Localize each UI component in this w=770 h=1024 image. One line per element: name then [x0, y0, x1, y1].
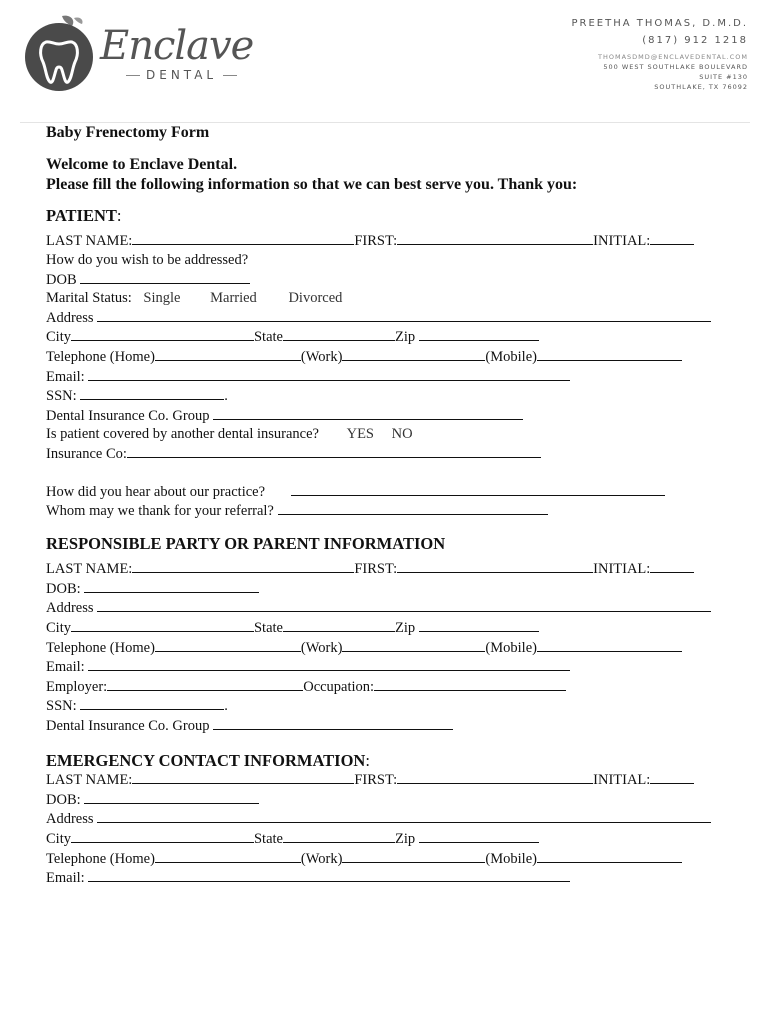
email-row [46, 367, 726, 387]
rp-zip-field[interactable] [419, 618, 539, 632]
ec-initial-label: INITIAL: [593, 772, 651, 789]
rp-address-label: Address [46, 600, 94, 617]
ec-city-field[interactable] [71, 829, 254, 843]
rp-insurance-group-row [46, 716, 726, 736]
rp-state-label: State [253, 620, 283, 637]
city-label: City [46, 329, 71, 346]
rp-zip-label: Zip [394, 620, 416, 637]
rp-address-field[interactable] [97, 598, 711, 612]
rp-employer-row [46, 677, 726, 697]
insurance-co-row [46, 444, 726, 464]
covered-row [46, 425, 726, 444]
referral-row [46, 501, 726, 521]
referral-label: Whom may we thank for your referral? [46, 503, 274, 520]
ec-last-name-label: LAST NAME: [46, 772, 133, 789]
address-label: Address [46, 309, 94, 326]
ec-zip-label: Zip [394, 831, 416, 847]
ec-email-field[interactable] [88, 868, 570, 882]
rp-email-row [46, 657, 726, 677]
rp-city-field[interactable] [71, 618, 254, 632]
patient-heading: PATIENT: [46, 205, 122, 225]
rp-tel-work-field[interactable] [342, 638, 485, 652]
insurance-co-label: Insurance Co: [46, 445, 127, 462]
name-row [46, 231, 726, 251]
address-line-2: SUITE #130 [699, 73, 748, 81]
tel-work-label: (Work) [300, 348, 343, 365]
ec-name-row [46, 770, 726, 790]
city-field[interactable] [71, 327, 254, 341]
dob-label: DOB [46, 271, 77, 288]
form-body [46, 124, 726, 888]
ec-first-name-field[interactable] [397, 770, 593, 784]
email-field[interactable] [88, 367, 570, 381]
insurance-group-row [46, 406, 726, 426]
initial-field[interactable] [650, 231, 694, 245]
rp-name-row [46, 559, 726, 579]
form-title: Baby Frenectomy Form [46, 124, 210, 141]
ec-tel-home-field[interactable] [155, 849, 301, 863]
tel-mobile-field[interactable] [537, 347, 682, 361]
rp-initial-label: INITIAL: [593, 561, 651, 578]
rp-tel-work-label: (Work) [300, 639, 343, 656]
dob-field[interactable] [80, 270, 250, 284]
covered-yes-option[interactable]: YES [346, 426, 374, 443]
rp-tel-home-label: Telephone (Home) [46, 639, 155, 656]
tel-home-field[interactable] [155, 347, 301, 361]
welcome-text: Welcome to Enclave Dental. [46, 155, 238, 173]
addressed-label: How do you wish to be addressed? [46, 251, 249, 268]
rp-city-label: City [46, 620, 71, 637]
address-field[interactable] [97, 308, 711, 322]
phone: (817) 912 1218 [642, 35, 748, 46]
insurance-co-field[interactable] [127, 444, 541, 458]
rp-dob-row [46, 579, 726, 599]
last-name-field[interactable] [132, 231, 354, 245]
ec-tel-mobile-label: (Mobile) [485, 850, 537, 867]
address-line-3: SOUTHLAKE, TX 76092 [654, 83, 748, 91]
emergency-heading: EMERGENCY CONTACT INFORMATION: [46, 750, 370, 770]
patient-heading-text: PATIENT [46, 205, 117, 225]
ec-dob-row [46, 790, 726, 810]
ec-city-row [46, 829, 726, 849]
rp-occupation-field[interactable] [374, 677, 566, 691]
ec-telephone-row [46, 849, 726, 869]
marital-row [46, 289, 726, 308]
first-name-field[interactable] [397, 231, 593, 245]
hear-row [46, 482, 726, 502]
addressed-row [46, 251, 726, 270]
covered-label: Is patient covered by another dental insurance? [46, 426, 319, 443]
header-divider [20, 122, 750, 123]
rp-last-name-label: LAST NAME: [46, 561, 133, 578]
email-label: Email: [46, 368, 85, 385]
ec-initial-field[interactable] [650, 770, 694, 784]
tel-home-label: Telephone (Home) [46, 348, 155, 365]
telephone-row [46, 347, 726, 367]
rp-ssn-row: SSN: . [46, 698, 228, 715]
ec-email-label: Email: [46, 870, 85, 887]
rp-dob-field[interactable] [84, 579, 259, 593]
rp-tel-mobile-field[interactable] [537, 638, 682, 652]
ssn-field[interactable] [80, 386, 224, 400]
ec-email-row [46, 868, 726, 888]
emergency-section [46, 770, 726, 888]
insurance-group-field[interactable] [213, 406, 523, 420]
email-address: THOMASDMD@ENCLAVEDENTAL.COM [598, 53, 748, 61]
hear-label: How did you hear about our practice? [46, 483, 266, 500]
patient-section [46, 231, 726, 520]
ec-tel-work-field[interactable] [342, 849, 485, 863]
ec-address-field[interactable] [97, 809, 711, 823]
marital-married-option[interactable]: Married [210, 290, 257, 307]
brand [100, 23, 254, 82]
ssn-label: SSN: [46, 388, 77, 405]
rp-employer-label: Employer: [46, 678, 108, 695]
dob-row [46, 270, 726, 290]
tel-mobile-label: (Mobile) [485, 348, 537, 365]
rp-address-row [46, 598, 726, 618]
rp-insurance-group-field[interactable] [213, 716, 453, 730]
ec-first-name-label: FIRST: [354, 772, 398, 789]
rp-telephone-row [46, 638, 726, 658]
responsible-heading: RESPONSIBLE PARTY OR PARENT INFORMATION [46, 533, 446, 553]
rp-tel-mobile-label: (Mobile) [485, 639, 537, 656]
ec-address-label: Address [46, 811, 94, 828]
address-line-1: 500 WEST SOUTHLAKE BOULEVARD [603, 63, 748, 71]
rp-insurance-group-label: Dental Insurance Co. Group [46, 718, 210, 735]
ec-tel-home-label: Telephone (Home) [46, 850, 155, 867]
responsible-section [46, 559, 726, 735]
ec-tel-work-label: (Work) [300, 850, 343, 867]
ssn-row: SSN: . [46, 388, 228, 405]
rp-dob-label: DOB: [46, 580, 81, 597]
rp-email-field[interactable] [88, 657, 570, 671]
ec-zip-field[interactable] [419, 829, 539, 843]
last-name-label: LAST NAME: [46, 233, 133, 250]
rp-employer-field[interactable] [107, 677, 303, 691]
letterhead [0, 0, 770, 124]
ec-city-label: City [46, 831, 71, 847]
instructions-text: Please fill the following information so that we can best serve you. Thank you: [46, 176, 578, 194]
rp-first-name-label: FIRST: [354, 561, 398, 578]
brand-sub: DENTAL [100, 68, 253, 82]
rp-initial-field[interactable] [650, 559, 694, 573]
zip-label: Zip [394, 329, 416, 346]
emergency-heading-text: EMERGENCY CONTACT INFORMATION [46, 750, 366, 770]
insurance-group-label: Dental Insurance Co. Group [46, 407, 210, 424]
covered-no-option[interactable]: NO [391, 426, 413, 443]
initial-label: INITIAL: [593, 233, 651, 250]
ec-state-label: State [253, 831, 283, 847]
city-row [46, 327, 726, 347]
referral-field[interactable] [278, 501, 548, 515]
address-row [46, 308, 726, 328]
ec-dob-label: DOB: [46, 791, 81, 808]
marital-divorced-option[interactable]: Divorced [288, 290, 343, 307]
ec-address-row [46, 809, 726, 829]
marital-label: Marital Status: [46, 290, 132, 307]
state-field[interactable] [283, 327, 395, 341]
tel-work-field[interactable] [342, 347, 485, 361]
rp-occupation-label: Occupation: [303, 678, 375, 695]
ec-state-field[interactable] [283, 829, 395, 843]
zip-field[interactable] [419, 327, 539, 341]
state-label: State [253, 329, 283, 346]
first-name-label: FIRST: [354, 233, 398, 250]
rp-city-row [46, 618, 726, 638]
contact-block [572, 17, 749, 92]
hear-field[interactable] [291, 482, 665, 496]
ec-last-name-field[interactable] [132, 770, 354, 784]
ec-tel-mobile-field[interactable] [537, 849, 682, 863]
rp-first-name-field[interactable] [397, 559, 593, 573]
doctor-name: PREETHA THOMAS, D.M.D. [571, 18, 748, 29]
rp-tel-home-field[interactable] [155, 638, 301, 652]
rp-state-field[interactable] [283, 618, 395, 632]
marital-single-option[interactable]: Single [143, 290, 181, 307]
ec-dob-field[interactable] [84, 790, 259, 804]
rp-ssn-field[interactable] [80, 696, 224, 710]
rp-ssn-label: SSN: [46, 698, 77, 715]
rp-last-name-field[interactable] [132, 559, 354, 573]
rp-email-label: Email: [46, 659, 85, 676]
brand-name: Enclave [100, 23, 254, 69]
tooth-logo-icon [22, 14, 96, 99]
